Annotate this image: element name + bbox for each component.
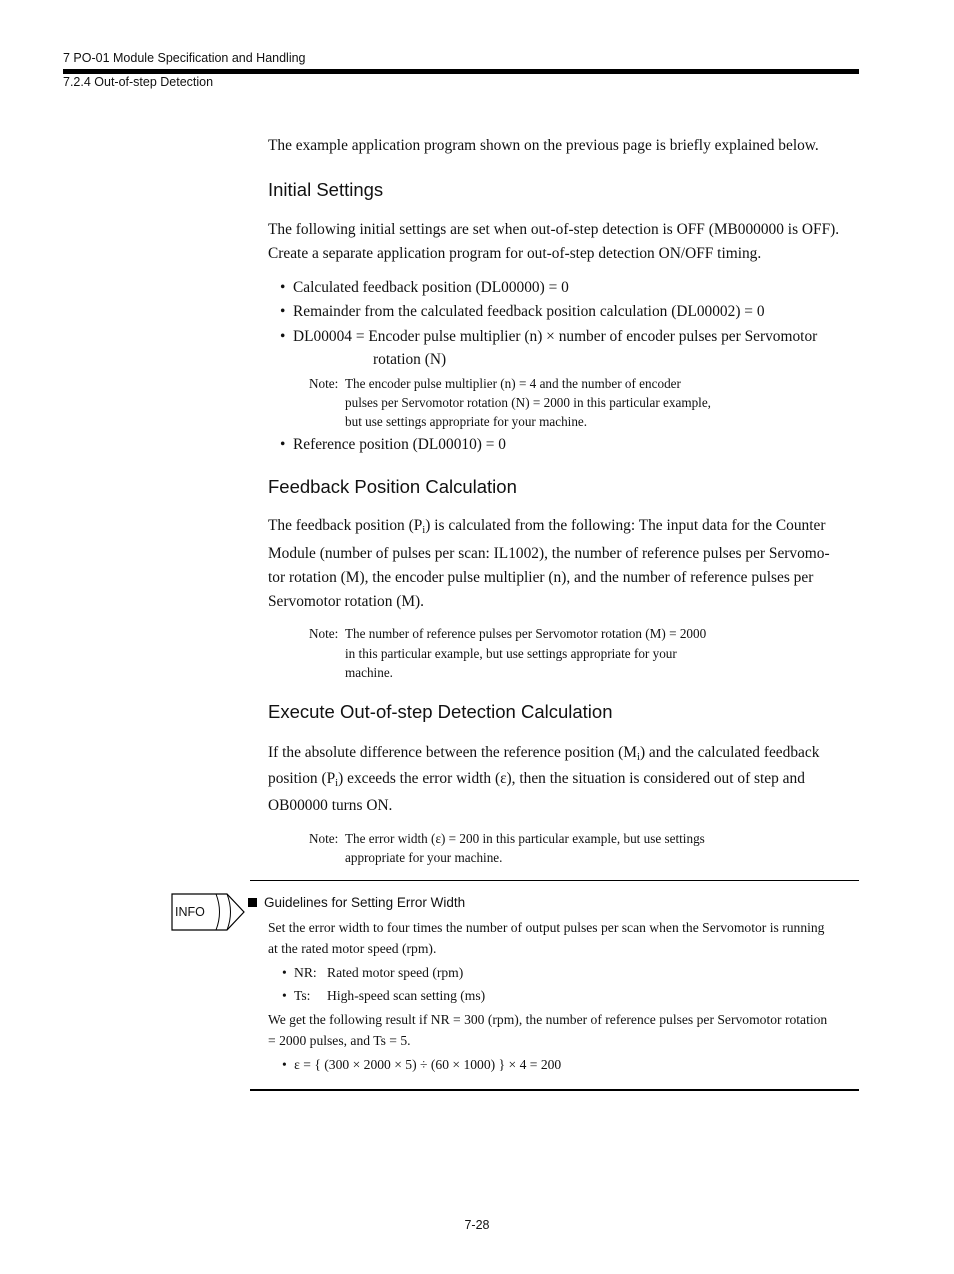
initial-settings-line-2: Create a separate application program for out-of-step detection ON/OFF timing. bbox=[268, 245, 762, 262]
info-title: Guidelines for Setting Error Width bbox=[264, 895, 466, 910]
info-line-2: at the rated motor speed (rpm). bbox=[268, 941, 437, 956]
note-line: in this particular example, but use settings appropriate for your bbox=[345, 646, 677, 661]
bullet-icon: • bbox=[282, 965, 287, 980]
bullet-icon: • bbox=[282, 988, 287, 1003]
note-line: The error width (ε) = 200 in this particular example, but use settings bbox=[345, 831, 705, 846]
list-item-continuation: rotation (N) bbox=[373, 351, 447, 368]
heading-initial-settings: Initial Settings bbox=[268, 179, 384, 200]
info-badge bbox=[170, 893, 246, 931]
note-line: but use settings appropriate for your machine. bbox=[345, 414, 588, 429]
feedback-line-1: The feedback position $(P_i)$ is calculated from the following: The input data for the Counter bbox=[268, 517, 826, 536]
bullet-icon: • bbox=[280, 303, 286, 320]
note-line: pulses per Servomotor rotation (N) = 2000 in this particular example, bbox=[345, 395, 711, 410]
info-bottom-rule bbox=[250, 1089, 859, 1091]
note-label: Note: bbox=[309, 831, 339, 846]
note-line: machine. bbox=[345, 665, 393, 680]
bullet-icon: • bbox=[280, 279, 286, 296]
info-badge-label: INFO bbox=[175, 905, 205, 919]
bullet-icon: • bbox=[282, 1057, 287, 1072]
page-number: 7-28 bbox=[464, 1218, 490, 1232]
intro-paragraph: The example application program shown on the previous page is briefly explained below. bbox=[268, 137, 819, 154]
heading-feedback-position: Feedback Position Calculation bbox=[268, 476, 517, 497]
info-top-rule bbox=[250, 880, 859, 881]
execute-line-1: If the absolute difference between the reference position $(M_i)$ and the calculated feedback bbox=[268, 744, 820, 763]
bullet-icon: • bbox=[280, 436, 286, 453]
execute-line-3: OB00000 turns ON. bbox=[268, 797, 393, 814]
execute-line-2: position $(P_i)$ exceeds the error width (ε), then the situation is considered out of step and bbox=[268, 770, 805, 789]
note-label: Note: bbox=[309, 626, 339, 641]
feedback-line-4: Servomotor rotation (M). bbox=[268, 593, 425, 610]
feedback-line-3: tor rotation (M), the encoder pulse multiplier (n), and the number of reference pulses per bbox=[268, 569, 814, 586]
formula-item: • ε = { (300 × 2000 × 5) ÷ (60 × 1000) } × 4 = 200 bbox=[282, 1057, 562, 1072]
chapter-title: 7 PO-01 Module Specification and Handling bbox=[63, 51, 306, 65]
note-line: The number of reference pulses per Servomotor rotation (M) = 2000 bbox=[345, 626, 707, 641]
info-line-1: Set the error width to four times the number of output pulses per scan when the Servomotor is running bbox=[268, 920, 825, 935]
note-label: Note: bbox=[309, 376, 339, 391]
note-line: appropriate for your machine. bbox=[345, 850, 503, 865]
info-line-4: = 2000 pulses, and Ts = 5. bbox=[268, 1033, 411, 1048]
section-title: 7.2.4 Out-of-step Detection bbox=[63, 75, 214, 89]
definition-item: • Ts: High-speed scan setting (ms) bbox=[282, 988, 486, 1003]
feedback-line-2: Module (number of pulses per scan: IL1002), the number of reference pulses per Servomo- bbox=[268, 545, 830, 562]
definition-item: • NR: Rated motor speed (rpm) bbox=[282, 965, 464, 980]
info-line-3: We get the following result if NR = 300 (rpm), the number of reference pulses per Servomotor rotation bbox=[268, 1012, 828, 1027]
initial-settings-line-1: The following initial settings are set when out-of-step detection is OFF (MB000000 is OFF). bbox=[268, 221, 840, 238]
square-bullet-icon bbox=[248, 898, 257, 907]
bullet-icon: • bbox=[280, 328, 286, 345]
heading-execute-detection: Execute Out-of-step Detection Calculation bbox=[268, 701, 613, 722]
note-line: The encoder pulse multiplier (n) = 4 and the number of encoder bbox=[345, 376, 681, 391]
header-rule bbox=[63, 69, 859, 74]
